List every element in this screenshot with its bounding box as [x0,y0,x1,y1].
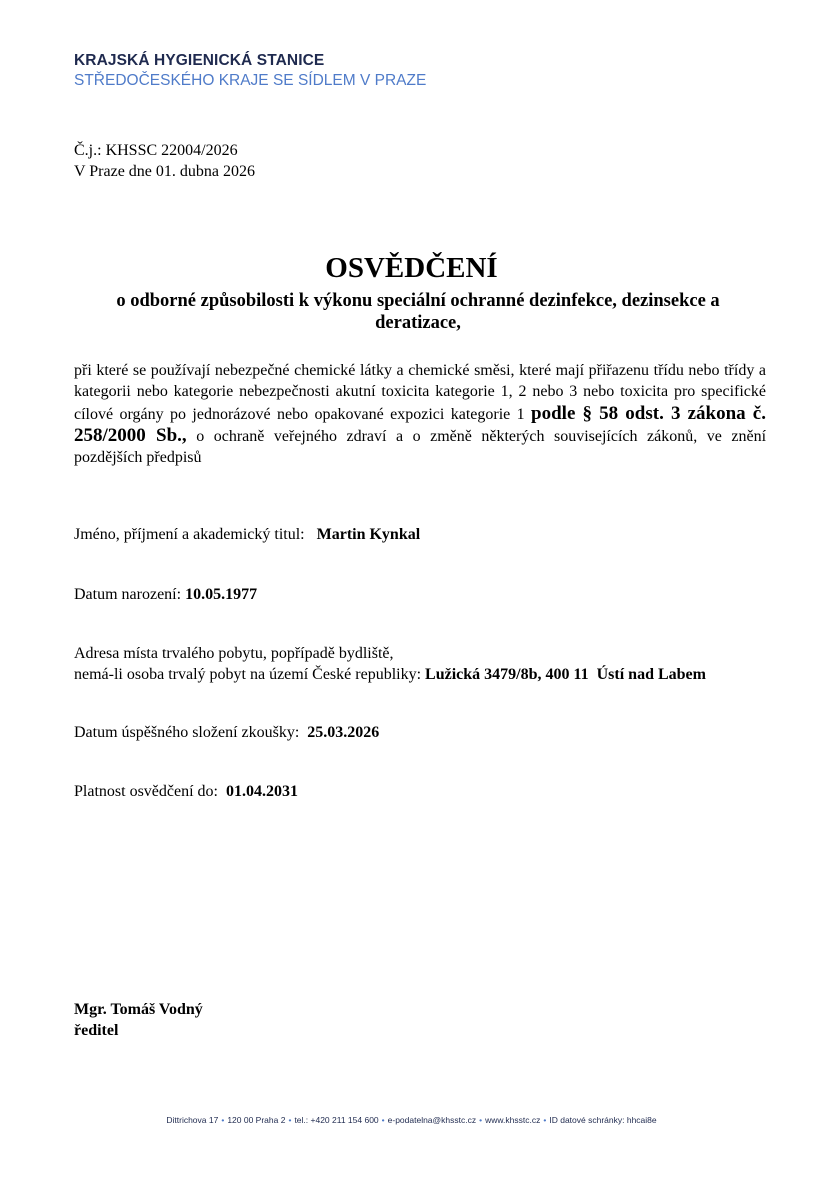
footer-street: Dittrichova 17 [166,1115,219,1125]
footer-databox-id: ID datové schránky: hhcai8e [549,1115,657,1125]
field-validity-value: 01.04.2031 [225,783,298,800]
field-exam-value: 25.03.2026 [307,724,380,741]
field-address-label-1: Adresa místa trvalého pobytu, popřípadě bydliště, [74,645,394,662]
separator-dot-icon: • [288,1115,292,1125]
separator-dot-icon: • [221,1115,225,1125]
field-validity [74,781,298,802]
field-name-value: Martin Kynkal [316,526,421,543]
field-birth-label: Datum narození: [74,586,182,603]
organization-subtitle: STŘEDOČESKÉHO KRAJE SE SÍDLEM V PRAZE [74,72,427,89]
law-reference: podle § 58 odst. 3 zákona č. 258/2000 Sb., [74,402,766,446]
case-number: Č.j.: KHSSC 22004/2026 [74,142,238,159]
field-birth [74,584,257,605]
signatory-name: Mgr. Tomáš Vodný [74,1001,203,1018]
signature-block [74,999,203,1041]
field-birth-value: 10.05.1977 [185,586,258,603]
footer-website[interactable]: www.khsstc.cz [485,1115,541,1125]
place-and-date: V Praze dne 01. dubna 2026 [74,163,255,180]
field-address-label-2: nemá-li osoba trvalý pobyt na území České republiky: [74,666,422,683]
footer-city: 120 00 Praha 2 [227,1115,286,1125]
paragraph-text-2: o ochraně veřejného zdraví a o změně některých souvisejících zákonů, ve znění pozdějších předpisů [74,427,767,467]
field-exam [74,722,379,743]
subtitle-line-1: o odborné způsobilosti k výkonu speciální ochranné dezinfekce, dezinsekce a [116,291,720,311]
document-subtitle [80,290,756,334]
subtitle-line-2: deratizace, [375,313,461,333]
reference-block [74,140,255,182]
organization-title: KRAJSKÁ HYGIENICKÁ STANICE [74,52,325,69]
footer-contacts [0,1115,823,1125]
separator-dot-icon: • [381,1115,385,1125]
field-name-label: Jméno, příjmení a akademický titul: [74,526,305,543]
organization-header [74,51,434,90]
field-address-value: Lužická 3479/8b, 400 11 Ústí nad Labem [425,666,706,683]
paragraph-text-1: při které se používají nebezpečné chemické látky a chemické směsi, které mají přiřazenu třídu nebo třídy a kategorii nebo kategorie nebezpečnosti akutní toxicita kategorie 1, 2 nebo 3 nebo toxicita pro specifické cílové orgány po jednorázové nebo opakované expozici kategorie 1 [74,362,766,423]
separator-dot-icon: • [543,1115,547,1125]
separator-dot-icon: • [479,1115,483,1125]
footer-email[interactable]: e-podatelna@khsstc.cz [387,1115,477,1125]
footer-phone: tel.: +420 211 154 600 [294,1115,379,1125]
field-exam-label: Datum úspěšného složení zkoušky: [74,724,300,741]
field-validity-label: Platnost osvědčení do: [74,783,218,800]
legal-paragraph [74,360,766,468]
field-name [74,524,420,545]
signatory-role: ředitel [74,1022,119,1039]
field-address [74,643,706,685]
document-title: OSVĚDČENÍ [325,252,498,284]
